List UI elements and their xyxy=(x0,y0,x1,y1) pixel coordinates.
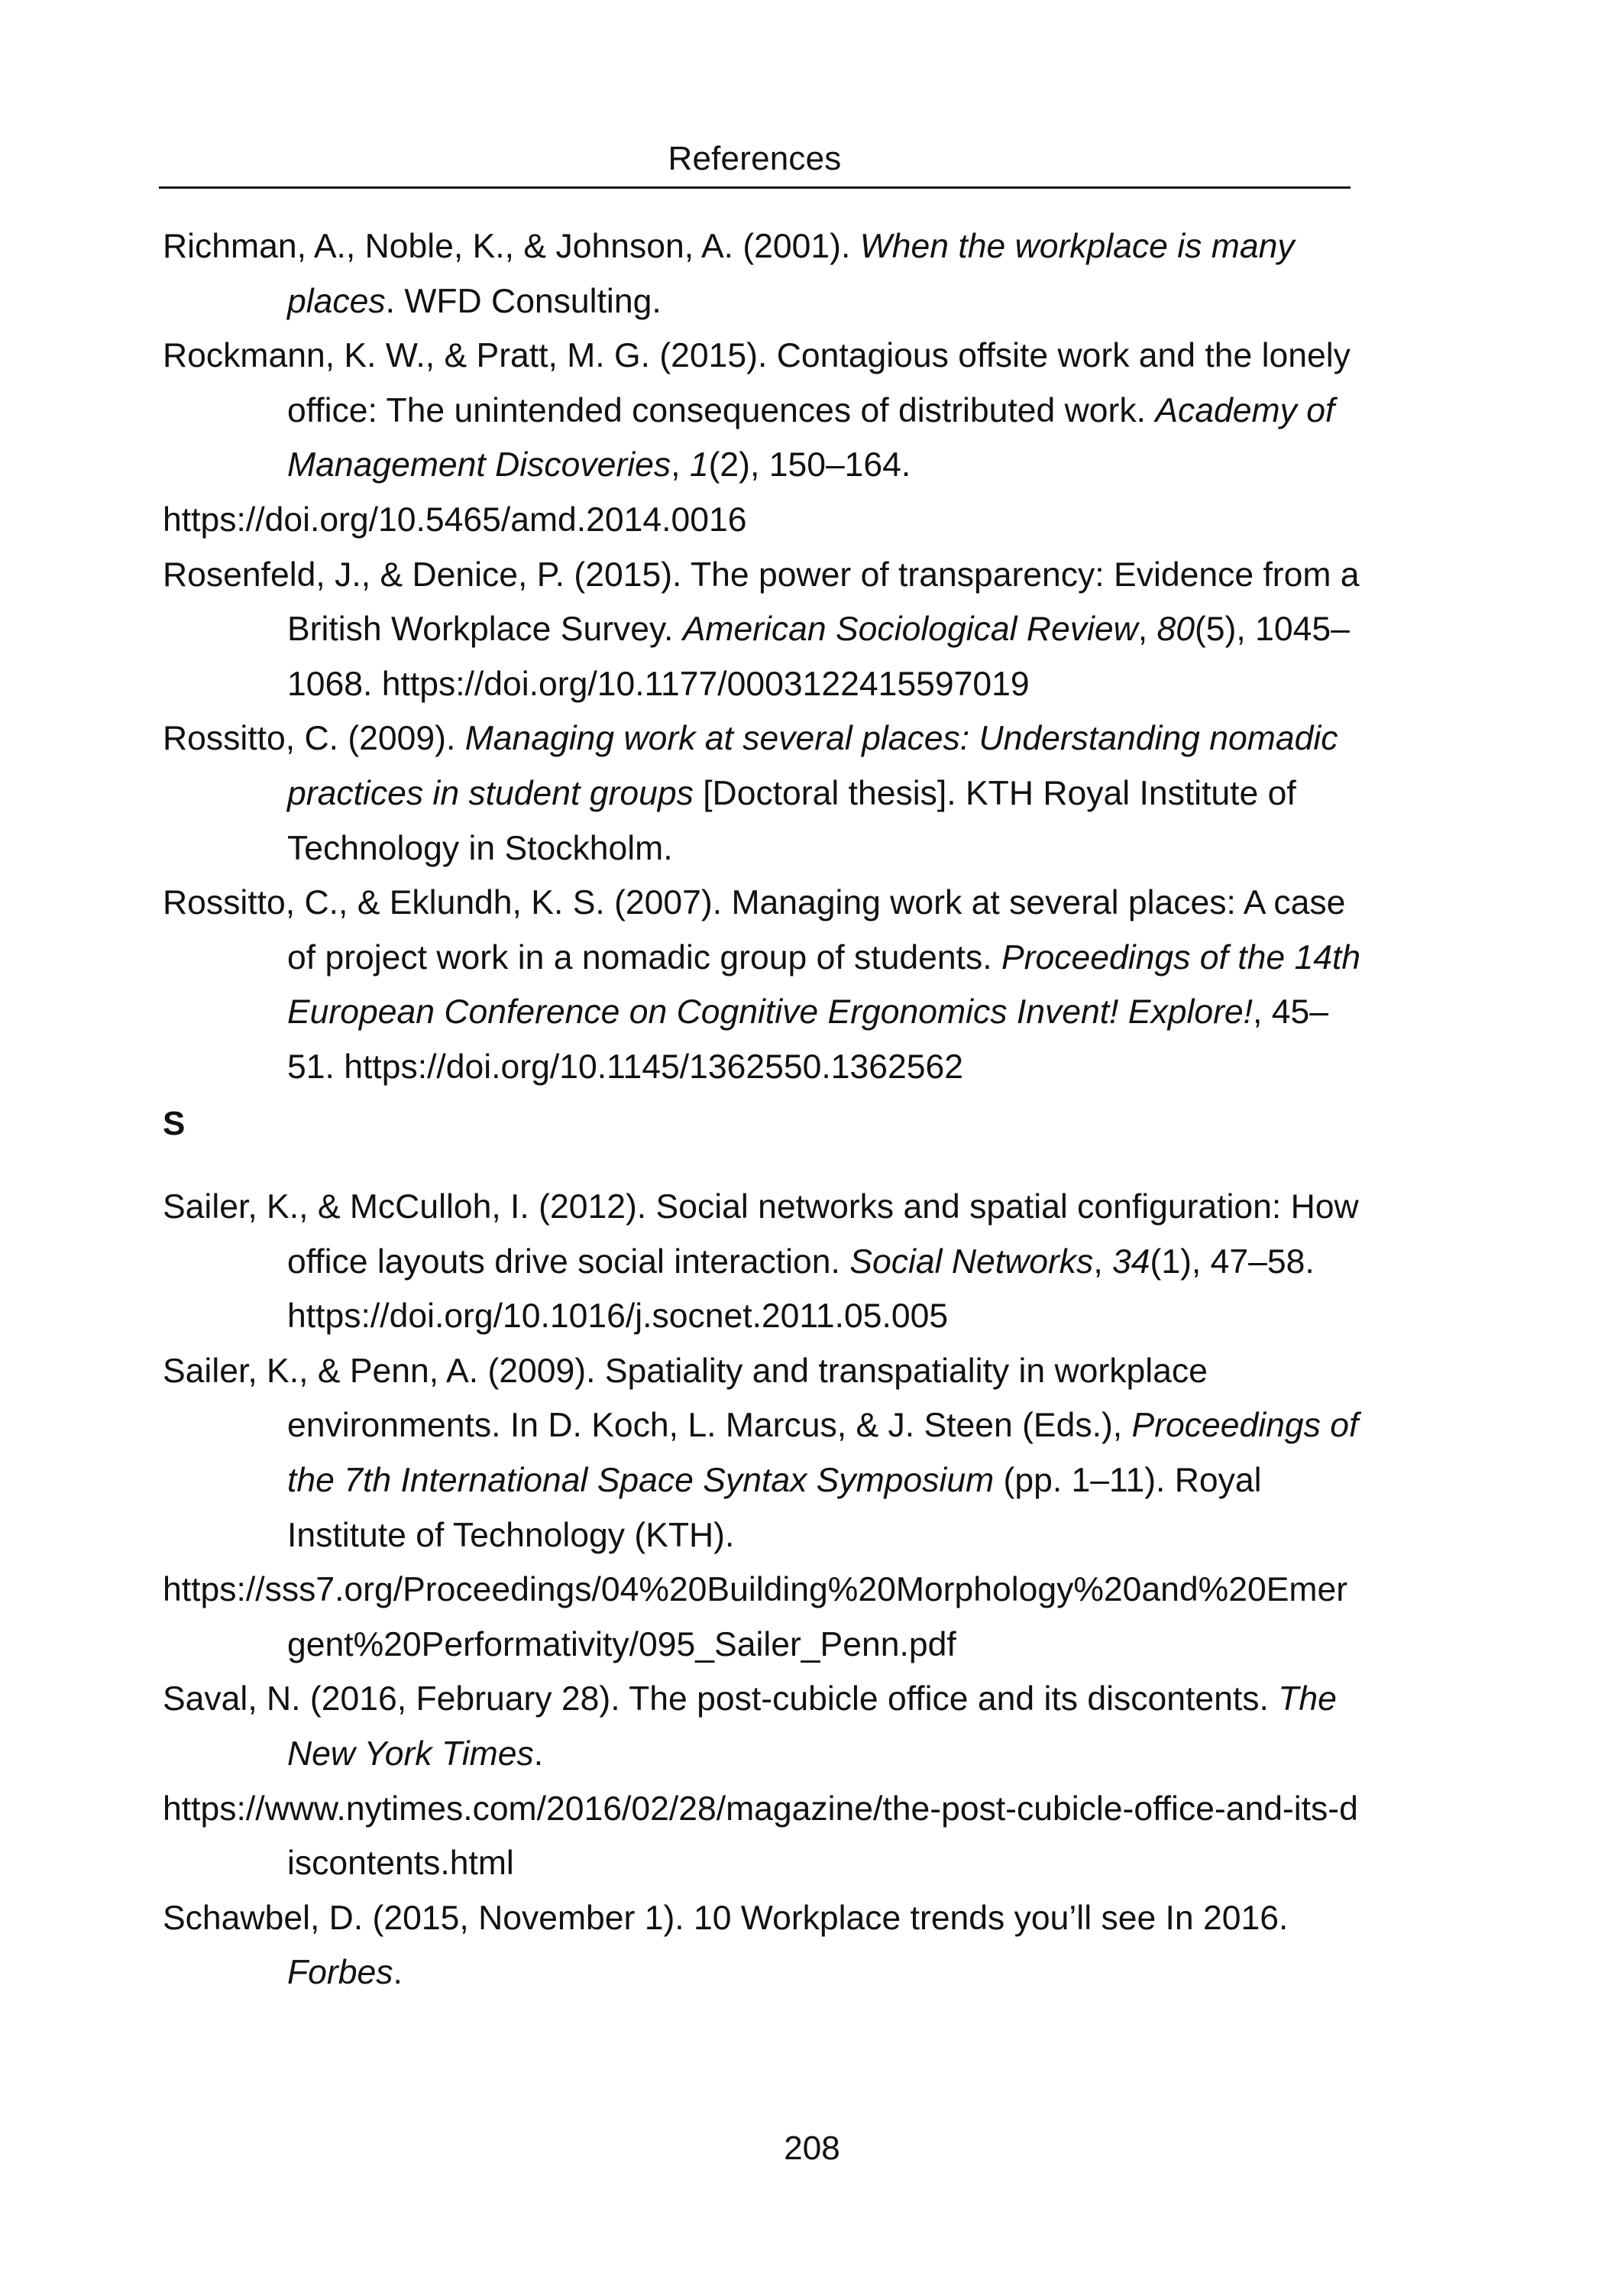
reference-text: (1), 47–58. https://doi.org/10.1016/j.socnet.2011.05.005 xyxy=(287,1242,1315,1336)
reference-text: Rossitto, C. (2009). xyxy=(163,720,465,758)
reference-text: . xyxy=(533,1735,544,1773)
reference-title: Managing work at several places: Understanding nomadic practices in student groups xyxy=(287,720,1338,812)
reference-volume: 1 xyxy=(689,446,709,484)
reference-text: Richman, A., Noble, K., & Johnson, A. (2001). xyxy=(163,228,860,265)
reference-url: https://doi.org/10.5465/amd.2014.0016 xyxy=(163,500,747,539)
reference-title: The New York Times xyxy=(287,1680,1337,1773)
reference-url: https://www.nytimes.com/2016/02/28/magazine/the-post-cubicle-office-and-its-discontents.html xyxy=(163,1789,1358,1883)
reference-text: Schawbel, D. (2015, November 1). 10 Workplace trends you’ll see In 2016. xyxy=(163,1899,1289,1937)
reference-text: , xyxy=(1093,1242,1113,1281)
reference-entry xyxy=(163,1891,1362,2000)
reference-text: , xyxy=(671,446,690,484)
reference-title: Proceedings of the 14th European Conference on Cognitive Ergonomics Invent! Explore! xyxy=(287,938,1361,1032)
reference-title: When the workplace is many places xyxy=(287,228,1295,320)
running-head: References xyxy=(668,140,842,177)
reference-entry xyxy=(163,711,1362,876)
reference-entry xyxy=(163,1344,1362,1673)
reference-list xyxy=(163,219,1362,2000)
reference-journal: Academy of Management Discoveries xyxy=(287,391,1335,484)
reference-entry xyxy=(163,329,1362,547)
section-letter-heading: S xyxy=(163,1104,186,1142)
reference-volume: 34 xyxy=(1112,1242,1150,1281)
reference-volume: 80 xyxy=(1157,610,1195,649)
reference-journal: Social Networks xyxy=(849,1242,1094,1281)
reference-entry xyxy=(163,548,1362,712)
reference-title: Forbes xyxy=(287,1954,393,1992)
reference-text: (pp. 1–11). Royal Institute of Technology (KTH). xyxy=(287,1462,1262,1554)
reference-entry xyxy=(163,219,1362,329)
reference-text: Rossitto, C., & Eklundh, K. S. (2007). Managing work at several places: A case of project work in a nomadic group of students. xyxy=(163,884,1346,976)
header-rule xyxy=(159,186,1351,189)
reference-text: Saval, N. (2016, February 28). The post-cubicle office and its discontents. xyxy=(163,1680,1279,1718)
reference-text: . xyxy=(393,1954,403,1992)
reference-text: [Doctoral thesis]. KTH Royal Institute of Technology in Stockholm. xyxy=(287,774,1296,867)
reference-entry xyxy=(163,1180,1362,1344)
page-number: 208 xyxy=(784,2129,840,2167)
reference-text: (2), 150–164. xyxy=(708,446,911,484)
reference-text: . WFD Consulting. xyxy=(385,282,662,320)
reference-entry xyxy=(163,876,1362,1094)
reference-journal: American Sociological Review xyxy=(682,610,1138,649)
reference-text: , 45–51. https://doi.org/10.1145/1362550.1362562 xyxy=(287,993,1329,1086)
reference-url: https://sss7.org/Proceedings/04%20Building%20Morphology%20and%20Emergent%20Performativity/095_Sailer_Penn.pdf xyxy=(163,1571,1348,1663)
reference-title: Proceedings of the 7th International Space Syntax Symposium xyxy=(287,1407,1359,1500)
reference-text: Rockmann, K. W., & Pratt, M. G. (2015). Contagious offsite work and the lonely office: The unintended consequences of distributed work. xyxy=(163,337,1351,429)
reference-text: Sailer, K., & McCulloh, I. (2012). Social networks and spatial configuration: How office layouts drive social interaction. xyxy=(163,1188,1359,1281)
reference-entry xyxy=(163,1672,1362,1890)
reference-text: Sailer, K., & Penn, A. (2009). Spatiality and transpatiality in workplace environments. In D. Koch, L. Marcus, & J. Steen (Eds.), xyxy=(163,1352,1208,1445)
reference-text: , xyxy=(1137,610,1157,649)
reference-text: Rosenfeld, J., & Denice, P. (2015). The power of transparency: Evidence from a British Workplace Survey. xyxy=(163,555,1360,649)
reference-text: (5), 1045–1068. https://doi.org/10.1177/0003122415597019 xyxy=(287,610,1350,703)
